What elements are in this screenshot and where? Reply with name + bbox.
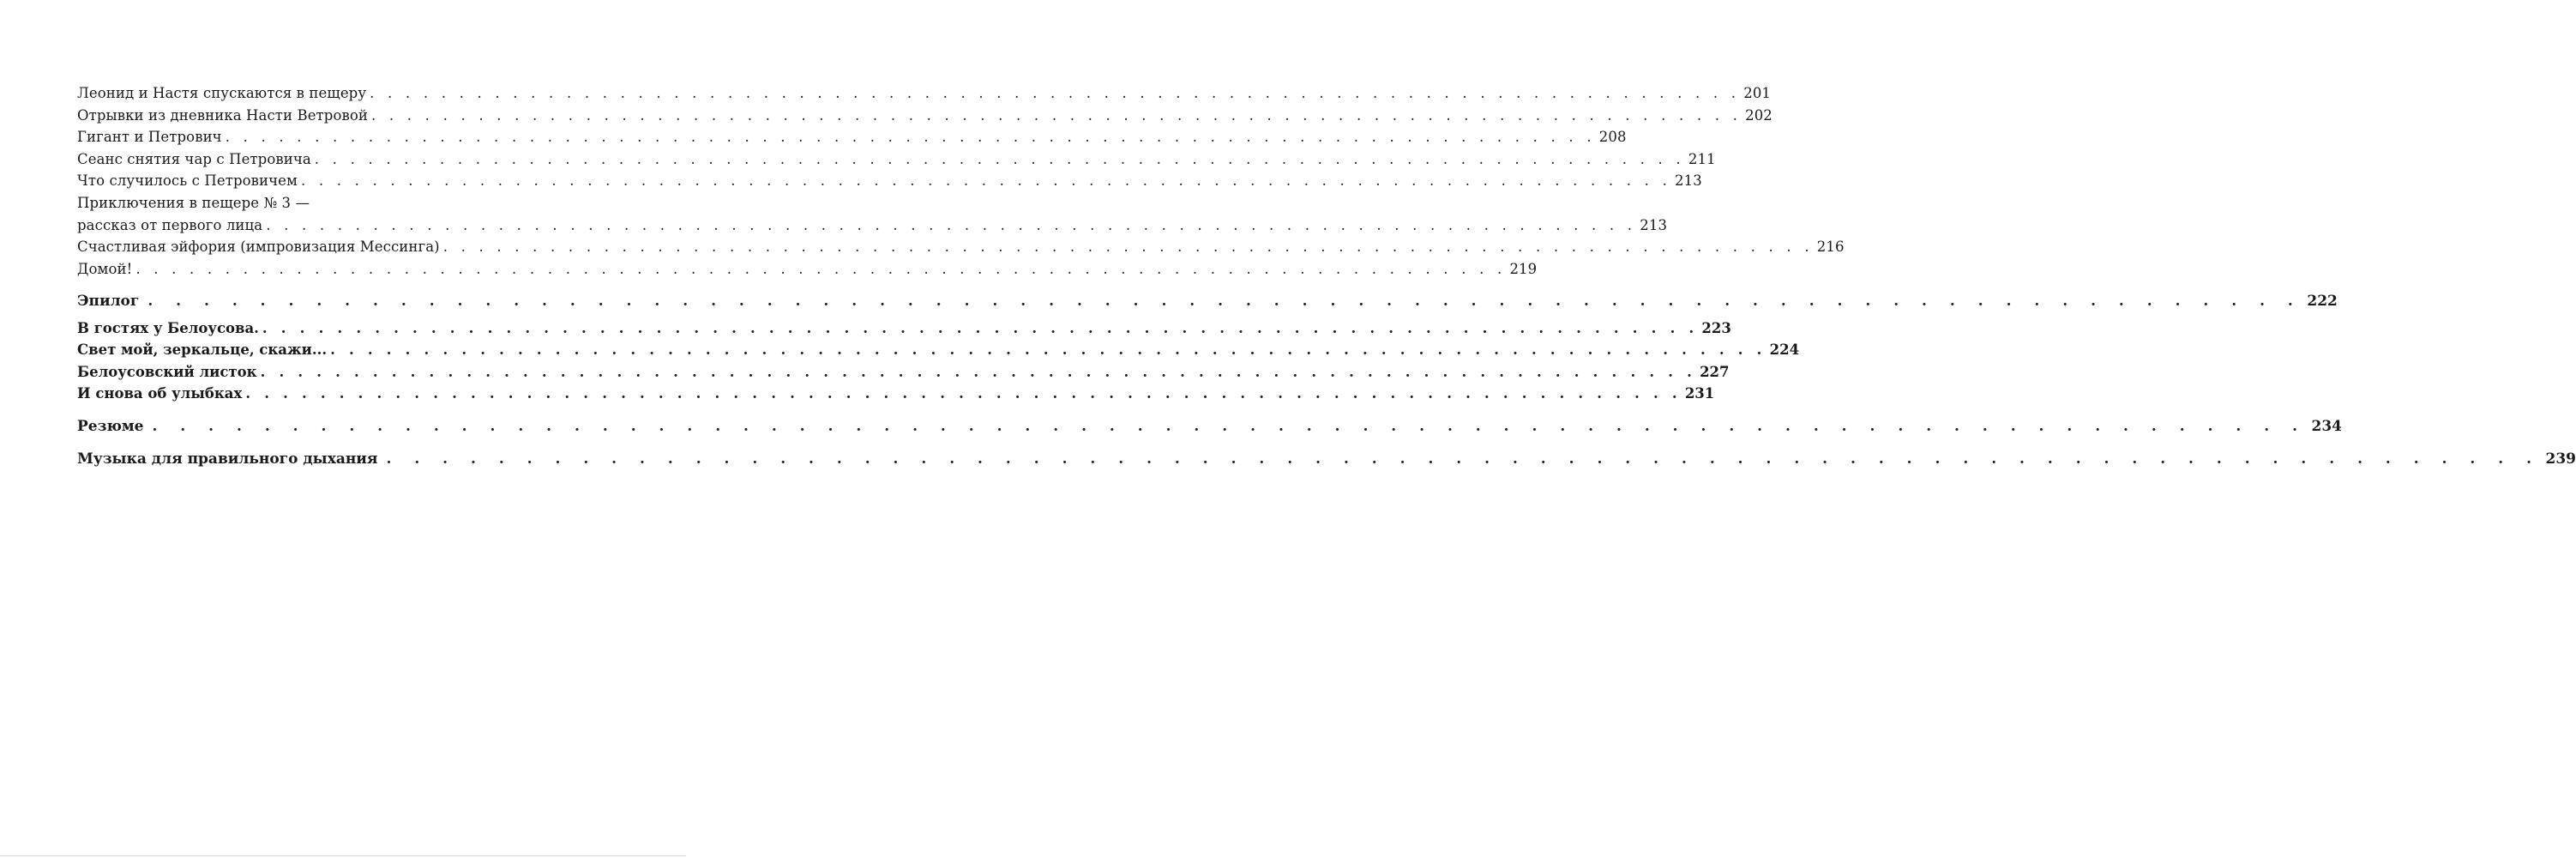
toc-entry-page: 223 [1701,319,1731,336]
toc-entry-page: 213 [1675,172,1702,190]
toc-entry-page: 227 [1700,363,1730,380]
toc-entry-page: 231 [1684,385,1715,402]
toc-entry [77,383,1715,405]
dot-leader: . . . . . . . . . . . . . . . . . . . . . . . . . . . . . . . . . . . . . . . . . . . . . . . . . . . . . . . . . . . . . . . . . . . . . . . . . . . . . [370,85,1741,101]
dot-leader: . . . . . . . . . . . . . . . . . . . . . . . . . . . . . . . . . . . . . . . . . . . . . . . . . . . . . . . . . . . . . . . . . . . . . . . . . . . . . [300,172,1672,190]
toc-entry-title: Домой! [77,260,133,277]
toc-section-epilogue [77,291,2338,313]
dot-leader: . . . . . . . . . . . . . . . . . . . . . . . . . . . . . . . . . . . . . . . . . . . . . . . . . . . . . . . . . . . . . . . . . . . . . . . . . . . . . [260,363,1697,380]
toc-entry-page: 224 [1769,341,1800,359]
toc-entry-page: 202 [1745,106,1773,124]
dot-leader: . . . . . . . . . . . . . . . . . . . . . . . . . . . . . . . . . . . . . . . . . . . . . . . . . . . . . . . . . . . . . . . . . . . . . . . . . . . . . [245,385,1682,402]
toc-entry [77,339,1800,361]
toc-entry [77,361,1730,384]
toc-entry-title: Что случилось с Петровичем [77,172,298,190]
dot-leader: . . . . . . . . . . . . . . . . . . . . . . . . . . . . . . . . . . . . . . . . . . . . . . . . . . . . . . . . . . . . . . . . . . . . . . . . . . . . . [371,106,1742,124]
toc-entry-page: 213 [1640,216,1668,233]
toc-section-page: 222 [2307,293,2338,311]
toc-entry-page: 208 [1598,129,1627,146]
toc-entry [77,317,1731,340]
toc-entry [77,148,1716,171]
toc-entry-title: И снова об улыбках [77,385,243,402]
toc-entry [77,170,1702,192]
toc-entry-title: В гостях у Белоусова. [77,319,259,336]
toc-entry-page: 216 [1816,239,1845,256]
toc-entry-page: 211 [1688,150,1716,167]
dot-leader: . . . . . . . . . . . . . . . . . . . . . . . . . . . . . . . . . . . . . . . . . . . . . . . . . . . . . . . . . . . . . . . . . . . . . . . . . . . . . [330,341,1766,359]
toc-section-resume [77,416,2342,438]
toc-entry [77,258,1538,281]
toc-entry-title: Сеанс снятия чар с Петровича [77,150,311,167]
toc-entry-title: Леонид и Настя спускаются в пещеру [77,85,367,101]
toc-entry [77,82,1772,105]
toc-entry-title: Отрывки из дневника Насти Ветровой [77,106,369,124]
toc-entry-title: Счастливая эйфория (импровизация Мессинга) [77,239,440,256]
dot-leader: . . . . . . . . . . . . . . . . . . . . . . . . . . . . . . . . . . . . . . . . . . . . . . . . . . . . . . . . . . . . . . . . . . . . . . . . . . . . . [152,417,2307,435]
dot-leader: . . . . . . . . . . . . . . . . . . . . . . . . . . . . . . . . . . . . . . . . . . . . . . . . . . . . . . . . . . . . . . . . . . . . . . . . . . . . . [147,293,2302,311]
toc-entry-first-line [77,192,578,214]
toc-section-music [77,449,2576,471]
toc-entry [77,105,1773,127]
toc-entry-title: Гигант и Петрович [77,129,222,146]
dot-leader: . . . . . . . . . . . . . . . . . . . . . . . . . . . . . . . . . . . . . . . . . . . . . . . . . . . . . . . . . . . . . . . . . . . . . . . . . . . . . [386,450,2541,468]
toc-section-title: Музыка для правильного дыхания [77,450,378,468]
toc-section-title: Резюме [77,417,144,435]
toc-section-page: 239 [2545,450,2576,468]
dot-leader: . . . . . . . . . . . . . . . . . . . . . . . . . . . . . . . . . . . . . . . . . . . . . . . . . . . . . . . . . . . . . . . . . . . . . . . . . . . . . [266,216,1637,233]
table-of-contents [77,82,2576,471]
dot-leader: . . . . . . . . . . . . . . . . . . . . . . . . . . . . . . . . . . . . . . . . . . . . . . . . . . . . . . . . . . . . . . . . . . . . . . . . . . . . . [314,150,1685,167]
toc-section-title: Эпилог [77,293,140,311]
toc-entry-title: Белоусовский листок [77,363,257,380]
page-bottom-edge [0,855,686,856]
dot-leader: . . . . . . . . . . . . . . . . . . . . . . . . . . . . . . . . . . . . . . . . . . . . . . . . . . . . . . . . . . . . . . . . . . . . . . . . . . . . . [225,129,1596,146]
toc-entry-title-line1: Приключения в пещере № 3 — [77,194,310,211]
toc-entry [77,214,1668,237]
dot-leader: . . . . . . . . . . . . . . . . . . . . . . . . . . . . . . . . . . . . . . . . . . . . . . . . . . . . . . . . . . . . . . . . . . . . . . . . . . . . . [442,239,1814,256]
toc-entry [77,236,1845,258]
toc-entry-page: 201 [1743,85,1772,101]
toc-entry-title: Свет мой, зеркальце, скажи... [77,341,328,359]
toc-section-page: 234 [2311,417,2342,435]
toc-entry-title-line2: рассказ от первого лица [77,216,263,233]
toc-entry-page: 219 [1509,260,1538,277]
dot-leader: . . . . . . . . . . . . . . . . . . . . . . . . . . . . . . . . . . . . . . . . . . . . . . . . . . . . . . . . . . . . . . . . . . . . . . . . . . . . . [262,319,1699,336]
toc-entry [77,126,1627,148]
dot-leader: . . . . . . . . . . . . . . . . . . . . . . . . . . . . . . . . . . . . . . . . . . . . . . . . . . . . . . . . . . . . . . . . . . . . . . . . . . . . . [135,260,1507,277]
